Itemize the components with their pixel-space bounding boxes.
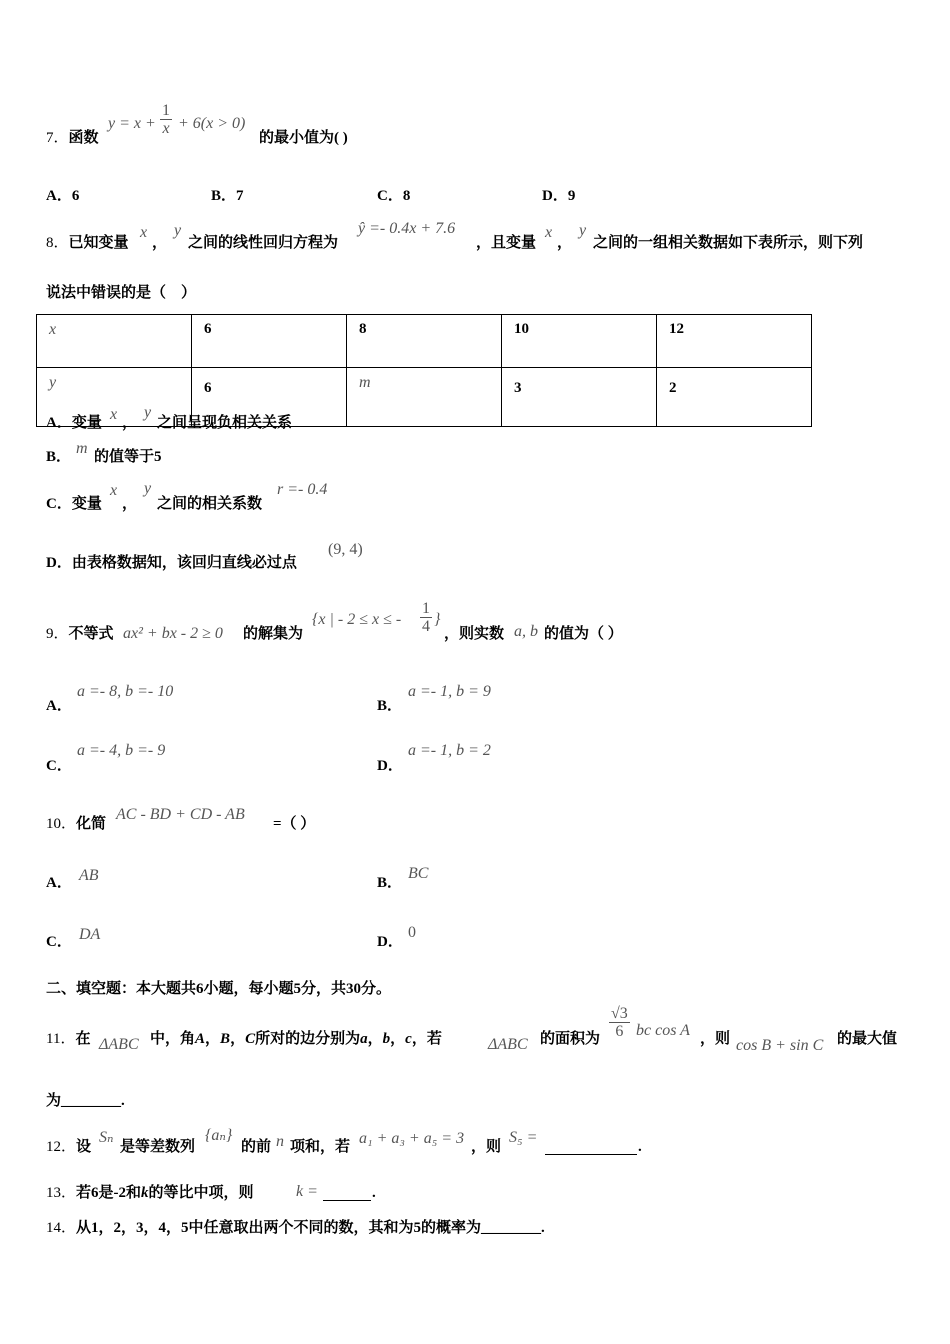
q9-option-d-val: a =- 1, b = 2 [408,742,491,759]
q9-ab: a, b [514,623,538,640]
q9-option-a: A． [46,698,72,714]
q8-opt-a-y: y [144,404,152,421]
q13-k: k [141,1185,149,1201]
q12-t3: 的前 [241,1139,272,1155]
q7-formula-b: + 6(x > 0) [178,115,246,132]
table-cell [37,315,192,368]
q12-condition: a₁ + a₃ + a₅ = 3 [359,1130,465,1147]
q8-comma2: ， [557,235,573,251]
q9-option-b-val: a =- 1, b = 9 [408,683,491,700]
q8-comma: ， [152,235,168,251]
q11-stem [46,1029,90,1049]
q11-t4: ，若 [411,1031,442,1047]
q8-opt-a-comma: ， [122,415,138,431]
q8-opt-a-t2: 之间呈现负相关关系 [157,415,293,431]
table-cell: 12 [657,315,812,368]
q9-number: 9． [46,626,69,642]
q11-angle-c: C [245,1031,256,1047]
q8-opt-c-x: x [110,482,118,499]
q9-option-b: B． [377,698,403,714]
q12-end: . [638,1139,642,1155]
q11-t5: 的面积为 [540,1031,601,1047]
q11-sqrt: √3 [611,1005,628,1022]
table-cell: 8 [347,315,502,368]
q13-end: . [372,1185,376,1201]
table-cell: 3 [502,368,657,427]
table-row [37,315,812,368]
q8-opt-c-r: r =- 0.4 [277,481,328,498]
q9-option-c: C． [46,758,72,774]
q7-option-c: C．8 [377,188,411,204]
q7-option-a: A．6 [46,188,80,204]
q11-t7: 的最大值 [837,1031,898,1047]
q13-t1: 若6是-2和 [76,1185,142,1201]
q14-text: 从1，2，3，4，5中任意取出两个不同的数，其和为5的概率为________. [76,1220,545,1236]
q11-angles [150,1029,442,1049]
q9-inequality: ax² + bx - 2 ≥ 0 [123,625,223,642]
q11-area-tail: bc cos A [636,1022,690,1039]
q7-option-b: B．7 [211,188,244,204]
q12-number: 12． [46,1139,77,1155]
q8-opt-c-y: y [144,480,152,497]
q14-number: 14． [46,1220,77,1236]
q11-triangle: ΔABC [99,1036,139,1053]
q14-stem [46,1218,545,1238]
q8-regression-eq: ŷ =- 0.4x + 7.6 [358,220,456,237]
q9-stem [46,624,114,644]
q8-t2: 之间的线性回归方程为 [188,235,339,251]
table-cell: 6 [192,368,347,427]
q9-set-num: 1 [422,600,430,617]
q8-opt-a-label: A． [46,415,72,431]
q13-t2: 的等比中项，则 [148,1185,254,1201]
table-cell: 2 [657,368,812,427]
cell-m: m [359,374,371,391]
q7-formula-a: y = x + [108,115,156,132]
q12-t4: 项和，若 [290,1139,351,1155]
q8-option-d [46,553,297,573]
q11-sep4: ， [390,1031,406,1047]
q9-post1: ，则实数 [444,626,505,642]
q12-t1: 设 [76,1139,92,1155]
cell-y-label: y [49,374,57,391]
q10-pre: 化简 [76,816,107,832]
q10-option-c: C． [46,934,72,950]
q13-number: 13． [46,1185,77,1201]
q8-x2: x [545,224,553,241]
q8-t4: 之间的一组相关数据如下表所示，则下列 [593,235,864,251]
q12-t5: ，则 [471,1139,502,1155]
q13-kexp: k = [296,1183,318,1200]
q8-x: x [140,224,148,241]
q8-opt-c-label: C． [46,496,72,512]
q11-side-c: c [405,1031,412,1047]
q11-sep3: ， [367,1031,383,1047]
q11-line2: 为________. [46,1093,125,1109]
q12-an: {aₙ} [205,1127,233,1144]
q9-set-frac [420,600,432,635]
q10-option-b: B． [377,875,403,891]
q8-opt-b-text: 的值等于5 [94,449,162,465]
q7-frac-num: 1 [162,102,170,119]
q11-t1: 在 [75,1031,91,1047]
q9-mid: 的解集为 [243,626,304,642]
table-cell [347,368,502,427]
q11-side-b: b [382,1031,391,1047]
q8-number: 8． [46,235,69,251]
q9-post2: 的值为（ ） [544,626,623,642]
q13-answer-blank[interactable] [323,1186,371,1201]
q11-den: 6 [615,1023,624,1040]
q12-n: n [276,1133,284,1150]
q9-set-b: } [434,611,441,628]
q9-option-c-val: a =- 4, b =- 9 [77,742,166,759]
q10-post: =（ ） [273,816,316,832]
q11-t6: ，则 [700,1031,731,1047]
q8-y: y [174,222,182,239]
q11-sep2: ， [230,1031,246,1047]
q12-t2: 是等差数列 [120,1139,196,1155]
table-cell: 10 [502,315,657,368]
section-heading: 二、填空题：本大题共6小题，每小题5分，共30分。 [46,981,392,997]
q10-option-b-val: BC [408,865,429,882]
q11-t2: 中，角 [150,1031,196,1047]
q8-opt-c-comma: ， [122,496,138,512]
q8-opt-c-t2: 之间的相关系数 [157,496,263,512]
q7-post: 的最小值为( ) [259,130,348,146]
q7-number: 7． [46,130,69,146]
q10-option-a-val: AB [79,867,99,884]
q7-stem [46,128,99,148]
q11-number: 11． [46,1031,76,1047]
q7-option-d: D．9 [542,188,576,204]
q11-sep1: ， [205,1031,221,1047]
q8-option-a [46,413,102,433]
q11-triangle2: ΔABC [488,1036,528,1053]
table-row [37,368,812,427]
q13-stem [46,1183,254,1203]
q11-t3: 所对的边分别为 [255,1031,361,1047]
q8-opt-b-m: m [76,440,88,457]
q7-frac-den: x [162,120,170,137]
q7-frac [160,102,172,137]
q10-option-c-val: DA [79,926,101,943]
q8-opt-d-text: 由表格数据知，该回归直线必过点 [71,555,297,571]
q10-option-d-val: 0 [408,924,416,941]
q9-pre: 不等式 [68,626,114,642]
q10-stem [46,814,106,834]
q8-t3: ，且变量 [476,235,537,251]
q8-stem-1 [46,233,129,253]
q8-opt-d-point: (9, 4) [328,541,363,558]
q12-s5: S₅ = [509,1129,538,1146]
q10-option-d: D． [377,934,403,950]
q8-option-b: B． [46,449,72,465]
q9-option-d: D． [377,758,403,774]
q9-set-a: {x | - 2 ≤ x ≤ - [312,611,402,628]
q10-expr: AC - BD + CD - AB [116,806,245,823]
q10-number: 10． [46,816,77,832]
q11-expr: cos B + sin C [736,1037,824,1054]
table-cell: 6 [192,315,347,368]
q11-frac [609,1005,630,1040]
q8-opt-d-label: D． [46,555,72,571]
q11-angle-b: B [220,1031,231,1047]
q8-line2: 说法中错误的是（ ） [46,285,197,301]
q9-set-den: 4 [422,618,430,635]
q7-pre: 函数 [68,130,99,146]
q8-y2: y [579,222,587,239]
q8-option-c [46,494,102,514]
q11-angle-a: A [195,1031,206,1047]
q8-t1: 已知变量 [68,235,129,251]
q11-side-a: a [360,1031,368,1047]
q12-stem [46,1137,91,1157]
q7-formula [108,115,156,133]
q8-opt-a-t1: 变量 [71,415,102,431]
q12-answer-blank[interactable] [545,1140,637,1155]
q8-opt-a-x: x [110,406,118,423]
cell-x-label: x [49,321,57,338]
q12-sn: Sₙ [99,1129,114,1146]
q8-opt-c-t1: 变量 [71,496,102,512]
q8-data-table [36,314,812,427]
q9-option-a-val: a =- 8, b =- 10 [77,683,174,700]
q10-option-a: A． [46,875,72,891]
